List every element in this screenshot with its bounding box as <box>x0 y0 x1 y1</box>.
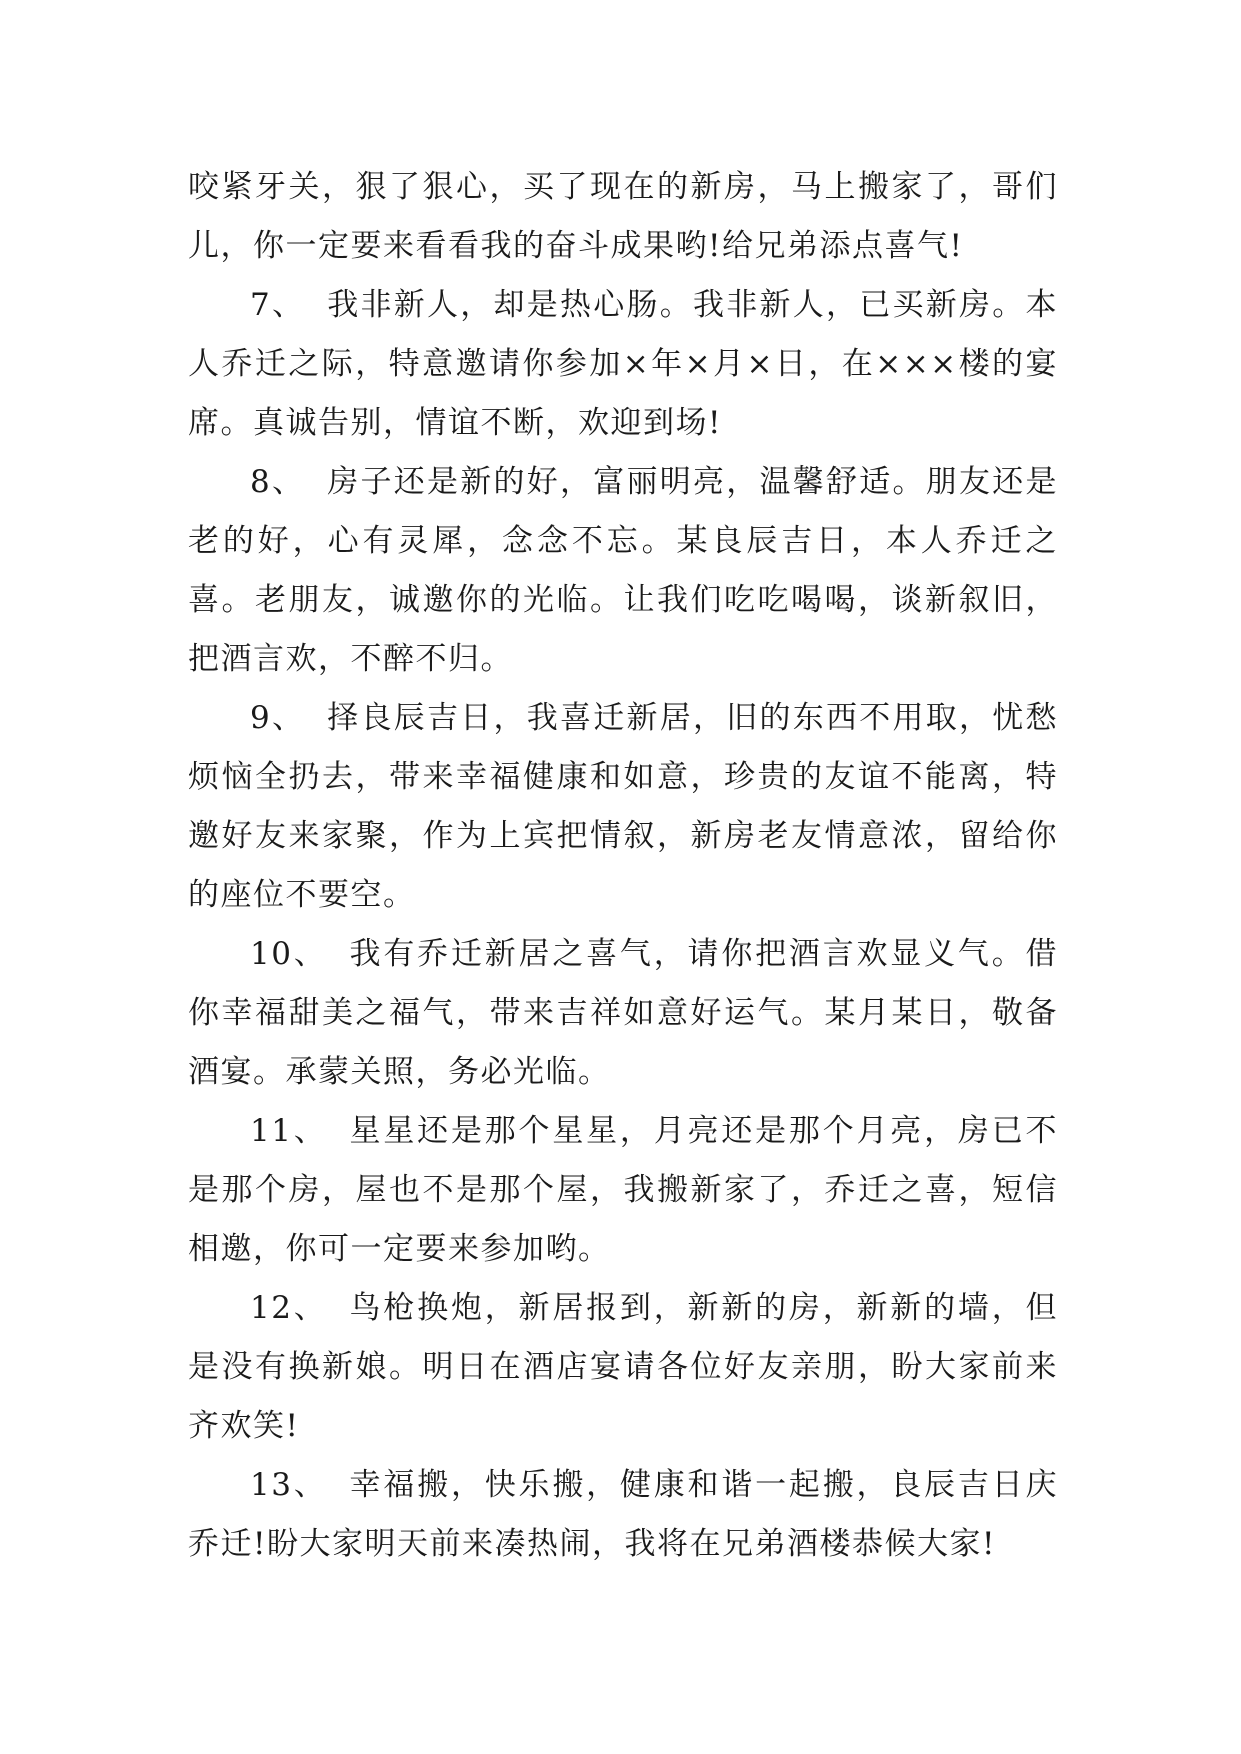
paragraph-number: 12、 <box>250 1290 328 1326</box>
paragraph-13 <box>188 1456 1058 1574</box>
paragraph-text: 幸福搬，快乐搬，健康和谐一起搬，良辰吉日庆乔迁!盼大家明天前来凑热闹，我将在兄弟酒楼恭候大家! <box>188 1467 1058 1562</box>
paragraph-number: 7、 <box>250 287 306 323</box>
paragraph-number: 13、 <box>250 1467 328 1503</box>
paragraph-text: 星星还是那个星星，月亮还是那个月亮，房已不是那个房，屋也不是那个屋，我搬新家了，乔迁之喜，短信相邀，你可一定要来参加哟。 <box>188 1113 1058 1267</box>
paragraph-7 <box>188 276 1058 453</box>
paragraph-text: 择良辰吉日，我喜迁新居，旧的东西不用取，忧愁烦恼全扔去，带来幸福健康和如意，珍贵的友谊不能离，特邀好友来家聚，作为上宾把情叙，新房老友情意浓，留给你的座位不要空。 <box>188 700 1058 913</box>
paragraph-8 <box>188 453 1058 689</box>
paragraph-continued <box>188 158 1058 276</box>
paragraph-text: 鸟枪换炮，新居报到，新新的房，新新的墙，但是没有换新娘。明日在酒店宴请各位好友亲朋，盼大家前来齐欢笑! <box>188 1290 1058 1444</box>
paragraph-number: 9、 <box>250 700 306 736</box>
paragraph-12 <box>188 1279 1058 1456</box>
paragraph-11 <box>188 1102 1058 1279</box>
paragraph-9 <box>188 689 1058 925</box>
paragraph-text: 咬紧牙关，狠了狠心，买了现在的新房，马上搬家了，哥们儿，你一定要来看看我的奋斗成果哟!给兄弟添点喜气! <box>188 169 1058 264</box>
paragraph-text: 我有乔迁新居之喜气，请你把酒言欢显义气。借你幸福甜美之福气，带来吉祥如意好运气。某月某日，敬备酒宴。承蒙关照，务必光临。 <box>188 936 1058 1090</box>
document-body <box>188 158 1058 1574</box>
paragraph-text: 我非新人，却是热心肠。我非新人，已买新房。本人乔迁之际，特意邀请你参加×年×月×日，在×××楼的宴席。真诚告别，情谊不断，欢迎到场! <box>188 287 1058 441</box>
paragraph-10 <box>188 925 1058 1102</box>
paragraph-number: 10、 <box>250 936 328 972</box>
paragraph-number: 8、 <box>250 464 306 500</box>
paragraph-number: 11、 <box>250 1113 328 1149</box>
paragraph-text: 房子还是新的好，富丽明亮，温馨舒适。朋友还是老的好，心有灵犀，念念不忘。某良辰吉日，本人乔迁之喜。老朋友，诚邀你的光临。让我们吃吃喝喝，谈新叙旧，把酒言欢，不醉不归。 <box>188 464 1058 677</box>
